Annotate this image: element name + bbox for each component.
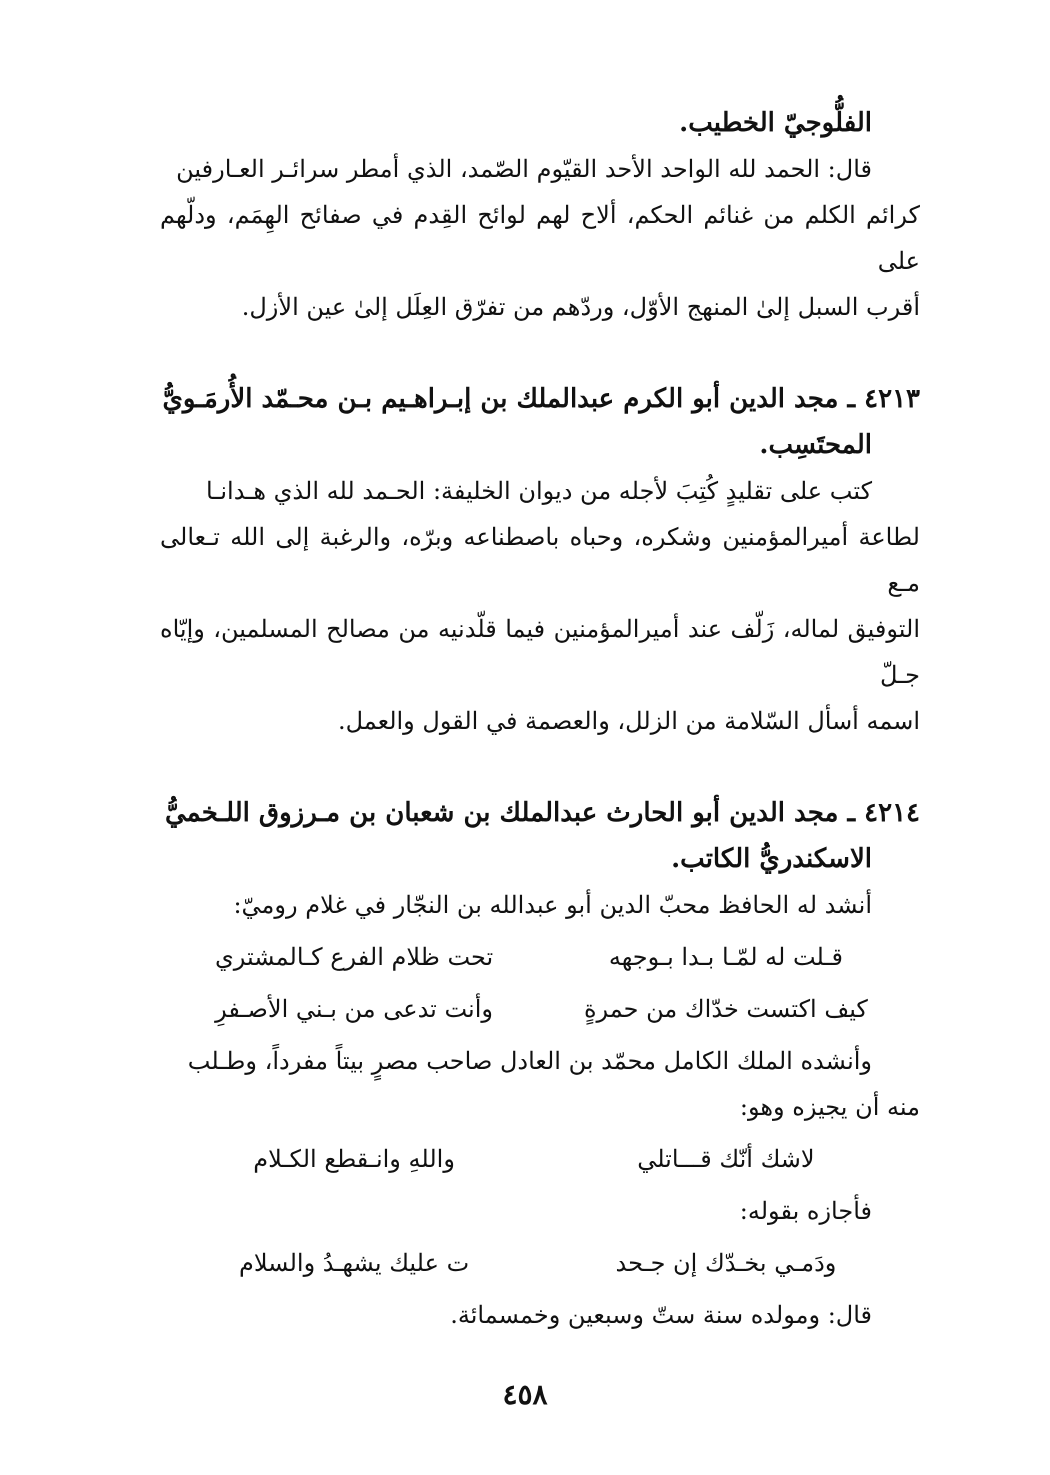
entry-4213-line-1: كتب على تقليدٍ كُتِبَ لأجله من ديوان الخليفة: الحـمد لله الذي هـدانـا [206,477,872,505]
verse-4-right: ودَمـي بخـدّك إن جـحد [615,1249,837,1277]
section-gap [160,744,920,790]
entry-4214-intro-line: أنشد له الحافظ محبّ الدين أبو عبدالله بن النجّار في غلام روميّ: [233,891,872,919]
entry-4213-line-3: التوفيق لماله، زَلّف عند أميرالمؤمنين فيما قلّدنيه من مصالح المسلمين، وإيّاه جـلّ [160,615,920,689]
verse-3-right: لاشك أنّك قـــاتلي [637,1145,815,1173]
section-gap [160,330,920,376]
entry-4214-para2-line-2: منه أن يجيزه وهو: [739,1093,920,1121]
verse-2-right: كيف اكتست خدّاك من حمرةٍ [583,995,868,1023]
entry-4213-heading-cont: المحتَسِب. [759,430,872,460]
intro-line-3: أقرب السبل إلىٰ المنهج الأوّل، وردّهم من تفرّق العِلَل إلىٰ عين الأزل. [241,293,920,321]
verse-4-left: ت عليك يشهـدُ والسلام [239,1249,470,1277]
verse-4 [160,1240,920,1286]
intro-title-line: الفلُّوجيّ الخطيب. [679,108,872,138]
verse-3-left: واللهِ وانـقطع الكـلام [253,1145,455,1173]
entry-4213-heading: ٤٢١٣ ـ مجد الدين أبو الكرم عبدالملك بن إبـراهـيم بـن محـمّد الأُرمَـويُّ [162,384,920,414]
intro-line-1: قال: الحمد لله الواحد الأحد القيّوم الصّمد، الذي أمطر سرائـر العـارفين [176,155,872,183]
entry-4214-heading-cont: الاسكندريُّ الكاتب. [671,844,872,874]
verse-1 [160,934,920,980]
verse-1-left: تحت ظلام الفرع كـالمشتري [214,943,494,971]
page-number: ٤٥٨ [502,1378,548,1411]
entry-4214-closing: قال: ومولده سنة ستّ وسبعين وخمسمائة. [450,1301,872,1329]
entry-4213-line-2: لطاعة أميرالمؤمنين وشكره، وحباه باصطناعه وبرّه، والرغبة إلى الله تـعالى مـع [160,523,920,597]
entry-4213-line-4: اسمه أسأل السّلامة من الزلل، والعصمة في القول والعمل. [337,707,920,735]
entry-4214-para2-line-1: وأنشده الملك الكامل محمّد بن العادل صاحب مصرٍ بيتاً مفرداً، وطـلب [187,1047,872,1075]
page-body [160,100,920,1338]
verse-3 [160,1136,920,1182]
entry-4214-reply-line: فأجازه بقوله: [739,1197,872,1225]
entry-4214-heading: ٤٢١٤ ـ مجد الدين أبو الحارث عبدالملك بن شعبان بن مـرزوق اللـخميُّ [165,798,920,828]
verse-1-right: قـلت له لمّـا بـدا بـوجهه [608,943,843,971]
intro-line-2: كرائم الكلم من غنائم الحكم، ألاح لهم لوائح القِدم في صفائح الهِمَم، ودلّهم على [160,201,920,275]
verse-2-left: وأنت تدعى من بـني الأصـفرِ [215,995,493,1023]
verse-2 [160,986,920,1032]
